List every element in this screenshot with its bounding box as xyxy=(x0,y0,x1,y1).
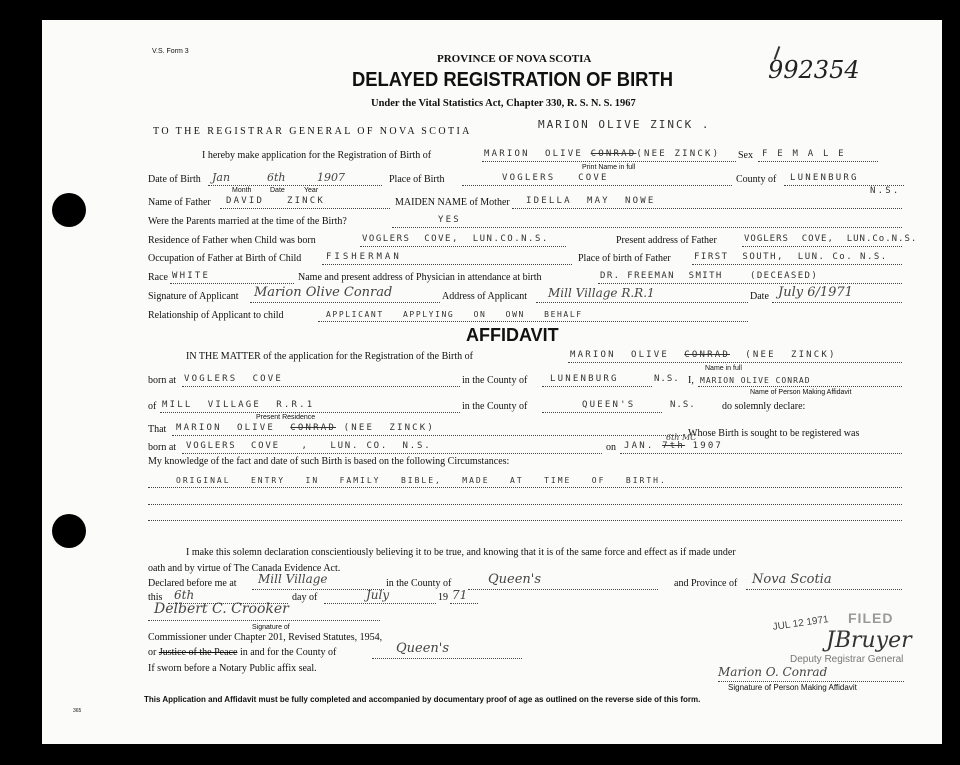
that-label: That xyxy=(148,424,167,435)
present-father-line xyxy=(742,246,902,247)
declaration-text-1: I make this solemn declaration conscientiously believing it to be true, and knowing that it is of the same force and effect as if made under xyxy=(186,547,736,558)
physician-line xyxy=(598,283,902,284)
race-label: Race xyxy=(148,272,168,283)
present-father-value: VOGLERS COVE, LUN.Co.N.S. xyxy=(744,234,918,244)
race-value: WHITE xyxy=(172,271,211,281)
physician-value: DR. FREEMAN SMITH (DECEASED) xyxy=(600,271,819,281)
occupation-line xyxy=(322,264,572,265)
born-at-value-2: VOGLERS COVE , LUN. CO. N.S. xyxy=(186,441,432,451)
that-value: MARION OLIVE CONRAD (NEE ZINCK) xyxy=(176,423,436,433)
of-value: MILL VILLAGE R.R.1 xyxy=(162,400,315,410)
birth-registration-form xyxy=(42,20,942,744)
decl-day: 6th xyxy=(174,588,195,602)
registration-number: 992354 xyxy=(768,56,860,84)
decl-month: July xyxy=(366,588,390,602)
notary-label: If sworn before a Notary Public affix seal. xyxy=(148,663,317,674)
affiant-signature: Marion O. Conrad xyxy=(718,665,828,679)
sex-label: Sex xyxy=(738,150,753,161)
whose-birth-label: Whose Birth is sought to be registered was xyxy=(688,428,860,439)
place-label: Place of Birth xyxy=(389,174,445,185)
person-name-caption: Name of Person Making Affidavit xyxy=(750,389,852,396)
addr-applicant-label: Address of Applicant xyxy=(442,291,527,302)
county-label-1: in the County of xyxy=(462,375,528,386)
province-value-1: N.S. xyxy=(654,374,680,384)
print-name-caption: Print Name in full xyxy=(582,164,636,171)
apply-label: I hereby make application for the Registration of Birth of xyxy=(202,150,432,161)
residence-father-label: Residence of Father when Child was born xyxy=(148,235,316,246)
married-value: YES xyxy=(438,215,461,225)
commissioner-label: Commissioner under Chapter 201, Revised Statutes, 1954, xyxy=(148,632,383,643)
decl-province-line xyxy=(746,589,902,590)
punch-hole xyxy=(52,514,86,548)
mother-value: IDELLA MAY NOWE xyxy=(526,196,656,206)
declared-place: Mill Village xyxy=(258,572,328,586)
present-residence-caption: Present Residence xyxy=(256,414,316,421)
name-line xyxy=(482,161,736,162)
of-line xyxy=(160,412,460,413)
handwritten-name: MARION OLIVE ZINCK . xyxy=(538,118,711,131)
stamp-date: JUL 12 1971 xyxy=(772,614,830,633)
circumstances-line-3 xyxy=(148,520,902,521)
commissioner-signature: Delbert C. Crooker xyxy=(154,601,289,617)
year-caption: Year xyxy=(304,187,319,194)
relationship-label: Relationship of Applicant to child xyxy=(148,310,284,321)
applicant-signature: Marion Olive Conrad xyxy=(254,285,393,300)
child-name: MARION OLIVE CONRAD(NEE ZINCK) xyxy=(484,149,721,159)
registrar-signature: JBruyer xyxy=(826,628,912,653)
of-label: of xyxy=(148,401,157,412)
decl-year: 71 xyxy=(452,588,468,602)
on-value: JAN. 7th 1907 xyxy=(624,441,724,451)
mother-line xyxy=(512,208,902,209)
county-province: N.S. xyxy=(870,186,901,196)
date-label: Date xyxy=(750,291,769,302)
occupation-value: FISHERMAN xyxy=(326,252,402,262)
signature-of-caption: Signature of xyxy=(252,624,290,631)
pob-father-label: Place of birth of Father xyxy=(578,253,671,264)
dob-date: 6th xyxy=(267,171,286,184)
knowledge-label: My knowledge of the fact and date of such Birth is based on the following Circumstances: xyxy=(148,456,510,467)
residence-father-line xyxy=(360,246,566,247)
circumstances-line-2 xyxy=(148,504,902,505)
county-line-1 xyxy=(542,386,652,387)
physician-label: Name and present address of Physician in attendance at birth xyxy=(298,272,542,283)
sig-applicant-label: Signature of Applicant xyxy=(148,291,239,302)
affiant-name: MARION OLIVE CONRAD xyxy=(700,376,811,385)
matter-label: IN THE MATTER of the application for the Registration of the Birth of xyxy=(186,351,473,362)
sig-applicant-line xyxy=(250,302,440,303)
solemnly-declare: do solemnly declare: xyxy=(722,401,806,412)
for-county-value: Queen's xyxy=(396,641,450,656)
form-subtitle: Under the Vital Statistics Act, Chapter 330, R. S. N. S. 1967 xyxy=(371,98,636,109)
month-caption: Month xyxy=(232,187,252,194)
born-at-line xyxy=(182,386,460,387)
born-at-label-2: born at xyxy=(148,442,177,453)
father-value: DAVID ZINCK xyxy=(226,196,326,206)
affiant-sig-line xyxy=(718,681,904,682)
circumstances-value: ORIGINAL ENTRY IN FAMILY BIBLE, MADE AT TIME OF BIRTH. xyxy=(176,476,667,485)
addr-applicant-line xyxy=(536,302,748,303)
commissioner-sig-line xyxy=(148,620,380,621)
occupation-label: Occupation of Father at Birth of Child xyxy=(148,253,302,264)
decl-county-value: Queen's xyxy=(488,572,542,587)
affiant-line xyxy=(698,386,902,387)
that-line xyxy=(172,435,684,436)
application-date: July 6/1971 xyxy=(778,285,853,300)
born-at-label: born at xyxy=(148,375,177,386)
county-value-1: LUNENBURG xyxy=(550,374,619,384)
born-at-value: VOGLERS COVE xyxy=(184,374,284,384)
mother-label: MAIDEN NAME of Mother xyxy=(395,197,510,208)
stamp-title: Deputy Registrar General xyxy=(790,654,904,665)
dob-year: 1907 xyxy=(317,171,345,184)
sex-value: F E M A L E xyxy=(762,149,846,159)
married-label: Were the Parents married at the time of the Birth? xyxy=(148,216,347,227)
year-line xyxy=(450,603,478,604)
decl-province-label: and Province of xyxy=(674,578,738,589)
matter-value: MARION OLIVE CONRAD (NEE ZINCK) xyxy=(570,350,837,360)
dob-label: Date of Birth xyxy=(148,174,201,185)
born-at-line-2 xyxy=(182,453,602,454)
for-county-line xyxy=(372,658,522,659)
form-title: DELAYED REGISTRATION OF BIRTH xyxy=(352,69,673,91)
relationship-line xyxy=(318,321,748,322)
year-prefix: 19 xyxy=(438,592,448,603)
county-value-2: QUEEN'S xyxy=(582,400,636,410)
punch-hole xyxy=(52,193,86,227)
registrar-address: TO THE REGISTRAR GENERAL OF NOVA SCOTIA xyxy=(153,126,472,137)
married-line xyxy=(392,227,902,228)
circumstances-line-1 xyxy=(148,487,902,488)
decl-county-line xyxy=(468,589,658,590)
this-label: this xyxy=(148,592,163,603)
declared-label: Declared before me at xyxy=(148,578,237,589)
sex-line xyxy=(758,161,878,162)
on-label: on xyxy=(606,442,616,453)
declaration-text-2: oath and by virtue of The Canada Evidence Act. xyxy=(148,563,341,574)
justice-label: or Justice of the Peace in and for the County of xyxy=(148,647,337,658)
pob-father-line xyxy=(692,264,902,265)
relationship-value: APPLICANT APPLYING ON OWN BEHALF xyxy=(326,310,583,319)
corner-number: 365 xyxy=(73,708,82,714)
father-line xyxy=(220,208,390,209)
place-value: VOGLERS COVE xyxy=(502,173,609,183)
place-line xyxy=(462,185,732,186)
province-heading: PROVINCE OF NOVA SCOTIA xyxy=(437,53,592,65)
affiant-sig-caption: Signature of Person Making Affidavit xyxy=(728,683,857,692)
i-label: I, xyxy=(688,375,694,386)
dob-line xyxy=(208,185,382,186)
month-line xyxy=(324,603,436,604)
province-value-2: N.S. xyxy=(670,400,696,410)
filed-stamp: FILED xyxy=(848,610,894,626)
race-line xyxy=(170,283,294,284)
residence-father-value: VOGLERS COVE, LUN.CO.N.S. xyxy=(362,234,549,244)
name-in-full-caption: Name in full xyxy=(705,365,742,372)
form-number: V.S. Form 3 xyxy=(152,48,189,55)
dob-month: Jan xyxy=(212,171,231,184)
county-value: LUNENBURG xyxy=(790,173,859,183)
decl-province-value: Nova Scotia xyxy=(752,572,832,587)
county-label-2: in the County of xyxy=(462,401,528,412)
present-father-label: Present address of Father xyxy=(616,235,717,246)
date-caption: Date xyxy=(270,187,285,194)
day-of-label: day of xyxy=(292,592,318,603)
pob-father-value: FIRST SOUTH, LUN. Co. N.S. xyxy=(694,252,888,262)
date-line xyxy=(772,302,902,303)
footer-note: This Application and Affidavit must be fully completed and accompanied by documentary proof of age as outlined on the reverse side of this form. xyxy=(144,695,701,704)
county-label: County of xyxy=(736,174,777,185)
date-correction: 6th MC xyxy=(666,433,697,442)
county-line-2 xyxy=(542,412,662,413)
matter-line xyxy=(568,362,902,363)
on-line xyxy=(620,453,902,454)
decl-county-label: in the County of xyxy=(386,578,452,589)
father-label: Name of Father xyxy=(148,197,211,208)
affidavit-heading: AFFIDAVIT xyxy=(466,325,559,345)
applicant-address: Mill Village R.R.1 xyxy=(548,286,655,300)
declared-line xyxy=(252,589,384,590)
